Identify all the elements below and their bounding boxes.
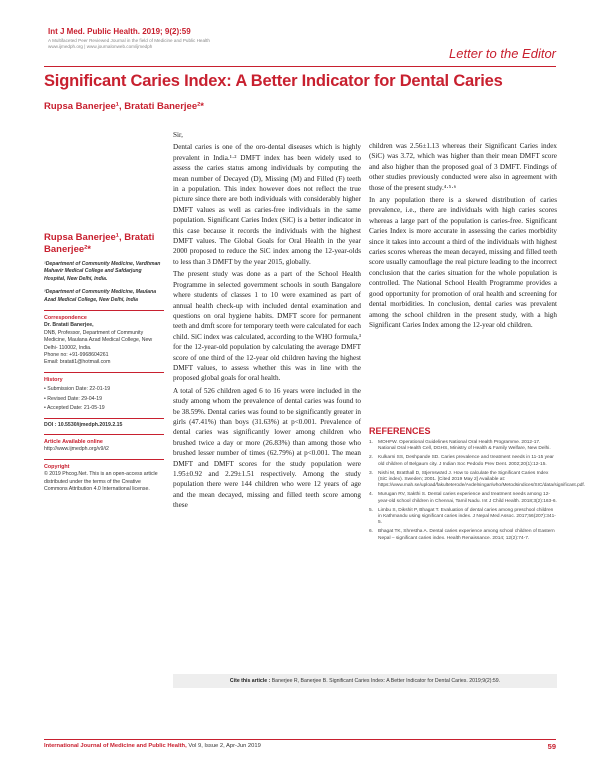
reference-item: 2. Kulkarni SS, Deshpande SD. Caries prevalence and treatment needs in 11-15 year old children of Belgaum city. J Indian Soc Pedodo Prev Dent. 2002;20(1):12-15.	[369, 455, 554, 467]
correspondence-heading: Correspondence	[44, 315, 87, 322]
article-title: Significant Caries Index: A Better Indicator for Dental Caries	[44, 72, 503, 90]
footer-divider	[44, 739, 556, 740]
sidebar-divider	[44, 459, 164, 460]
footer-journal	[44, 743, 261, 749]
affiliation-2: ²Department of Community Medicine, Maulana Azad Medical College, New Delhi, India	[44, 289, 157, 303]
phone-number: Phone no: +91-9968604261	[44, 352, 109, 359]
paragraph-3: A total of 526 children aged 6 to 16 years were included in the study among whom the prevalence of dental caries was found to be 38.59%. Dental caries was found to be significantly greater in girls (47.41%) than boys (31.63%) at p<0.001. Prevalence of dental caries was significantly lower among children who brushed twice a day or more (26.83%) than among those who brushed lesser number of times (62.79%) at p<0.001. The mean DMFT and DMFT scores for the study population were 1.95±0.92 and 2.29±1.51 respectively. Among the study population there were 144 children who were 12 years of age and the mean decayed, missing and filled teeth score among these	[173, 386, 361, 510]
cite-text: Banerjee R, Banerjee B. Significant Caries Index: A Better Indicator for Dental Caries. 2019;9(2):59.	[271, 678, 501, 684]
reference-number: 6.	[369, 529, 374, 535]
salutation: Sir,	[173, 131, 183, 139]
paragraph-4: children was 2.56±1.13 whereas their Significant Caries index (SiC) was 3.72, which was higher than their mean DMFT score and also higher than the proposed goal of 3 DMFT. Findings of other studies previously conducted were also in agreement with those of the present study.⁴·⁵·⁶	[369, 142, 557, 192]
reference-number: 3.	[369, 470, 374, 476]
reference-number: 2.	[369, 455, 374, 461]
reference-number: 5.	[369, 507, 374, 513]
footer-journal-name: International Journal of Medicine and Public Health,	[44, 743, 187, 749]
sidebar-divider	[44, 310, 164, 311]
page-number: 59	[547, 742, 556, 751]
reference-number: 1.	[369, 440, 374, 445]
paragraph-5: In any population there is a skewed distribution of caries prevalence, i.e., there are individuals with high caries scores whereas a large part of the population is caries-free. Significant Caries Index is more accurate in assessing the caries morbidity since it takes into account a third of the individuals with highest caries scores whereas the mean decayed, missing and filled teeth score usually camouflage the real picture leading to the incorrect conclusion that the caries situation for the whole population is controlled. The National School Health Programme provides a good opportunity for promotion of oral health and screening for dental morbidities. In conclusion, dental caries was prevalent among the school children in the present study, with a high Significant Caries Index among the 12-year old children.	[369, 196, 557, 329]
cite-this-article-box	[173, 674, 557, 688]
header-divider	[44, 66, 556, 67]
history-heading: History	[44, 376, 63, 383]
reference-item: 1. MOHFW. Operational Guidelines National Oral Health Programme. 2012-17. National Oral Health Cell, DGHS, Ministry of Health & Family Welfare, New Delhi.	[369, 440, 551, 452]
online-heading: Article Available online	[44, 438, 103, 445]
online-url[interactable]: http://www.ijmedph.org/v9/i2	[44, 446, 109, 453]
journal-description	[48, 38, 308, 50]
author-info-sidebar	[44, 232, 164, 493]
article-authors: Rupsa Banerjee¹, Bratati Banerjee²*	[44, 101, 204, 112]
sidebar-divider	[44, 434, 164, 435]
accepted-date: • Accepted Date: 21-05-19	[44, 405, 105, 412]
cite-label: Cite this article :	[229, 678, 271, 684]
copyright-heading: Copyright	[44, 463, 70, 470]
body-column-1	[173, 130, 361, 513]
reference-item: 4. Murugan RV, Sakthi S. Dental caries experience and treatment needs among 12-year-old school children in Chennai, Tamil Nadu. Int J Child Health. 2018;3(2):163-6.	[369, 492, 557, 504]
paragraph-2: The present study was done as a part of the School Health Programme in selected government schools in south Bangalore where students of classes 1 to 10 were examined as part of annual health check-up with included dental examination and questions on oral hygiene habits. DMFT score for permanent teeth and dmft score for temporary teeth were calculated for each child. SiC index was calculated, according to the WHO formula,³ for the 12-year-old population by calculating the average DMFT score of one third of the 12-year old children having the highest DMFT values, to assess whether this was in line with the proposed global goals for oral health.	[173, 270, 361, 383]
correspondence-name: Dr. Bratati Banerjee,	[44, 322, 94, 329]
sidebar-divider	[44, 418, 164, 419]
revised-date: • Revised Date: 29-04-19	[44, 395, 103, 402]
references-list	[369, 440, 586, 545]
body-column-2	[369, 141, 557, 332]
reference-item: 6. Bhagat TK, Shrestha A. Dental caries experience among school children of Eastern Nepal – significant caries index. Health Renaissance. 2014; 12(2):74-7.	[369, 529, 555, 541]
sidebar-divider	[44, 372, 164, 373]
submission-date: • Submission Date: 22-01-19	[44, 386, 111, 393]
references-heading: REFERENCES	[369, 426, 431, 436]
reference-item: 3. Nishi M, Bratthall D, Stjernswärd J. How to calculate the Significant Caries Index (SiC index). Sweden; 2001. [Cited 2019 May 2] Available at: https://www.mah.se/upload/fakulteterode/Avdelningar/who/Metodsindices/SIC/data/significant.pdf.	[369, 470, 586, 489]
journal-url[interactable]: www.ijmedph.org | www.journalonweb.com/ijmedph	[48, 44, 153, 49]
sidebar-authors: Rupsa Banerjee¹, Bratati Banerjee²*	[44, 232, 155, 255]
paragraph-1: Dental caries is one of the oro-dental diseases which is highly prevalent in India.¹·² DMFT index has been widely used to assess the caries status among individuals by computing the mean number of Decayed (D), Missing (M) and Filled (F) teeth in a population. This index however does not reflect the true picture since there are both individuals with considerably higher DMFT values as well as caries-free individuals in the same population. Significant Caries Index (SiC) is a better indicator in this case because it records the individuals with the highest DMFT values. The Global Goals for Oral Health in the year 2000 proposed to reduce the SiC index among the 12-year-olds to less than 3 DMFT by the year 2015, globally.	[173, 143, 361, 266]
journal-title: Int J Med. Public Health. 2019; 9(2):59	[48, 27, 191, 36]
reference-item: 5. Limbu S, Dikshit P, Bhagat T. Evaluation of dental caries among preschool children in Kathmandu using significant caries index. J Nepal Med Assoc. 2017;56(207):341-5.	[369, 507, 556, 526]
journal-desc-line-1: A Multifaceted Peer Reviewed Journal in the field of Medicine and Public Health	[48, 38, 210, 43]
correspondence-address: DNB, Professor, Department of Community Medicine, Maulana Azad Medical College, New Delhi- 110002, India.	[44, 329, 153, 351]
footer-issue: Vol 9, Issue 2, Apr-Jun 2019	[188, 743, 261, 749]
affiliation-1: ¹Department of Community Medicine, Vardhman Mahavir Medical College and Safdarjung Hospital, New Delhi, India.	[44, 261, 161, 282]
doi-link[interactable]: DOI : 10.5530/ijmedph.2019.2.15	[44, 421, 123, 428]
section-label: Letter to the Editor	[449, 46, 556, 61]
reference-number: 4.	[369, 492, 374, 498]
copyright-text: © 2019 Phcog.Net. This is an open-access article distributed under the terms of the Creative Commons Attribution 4.0 International license.	[44, 471, 158, 492]
email-address[interactable]: Email: bratati1@hotmail.com	[44, 359, 111, 366]
